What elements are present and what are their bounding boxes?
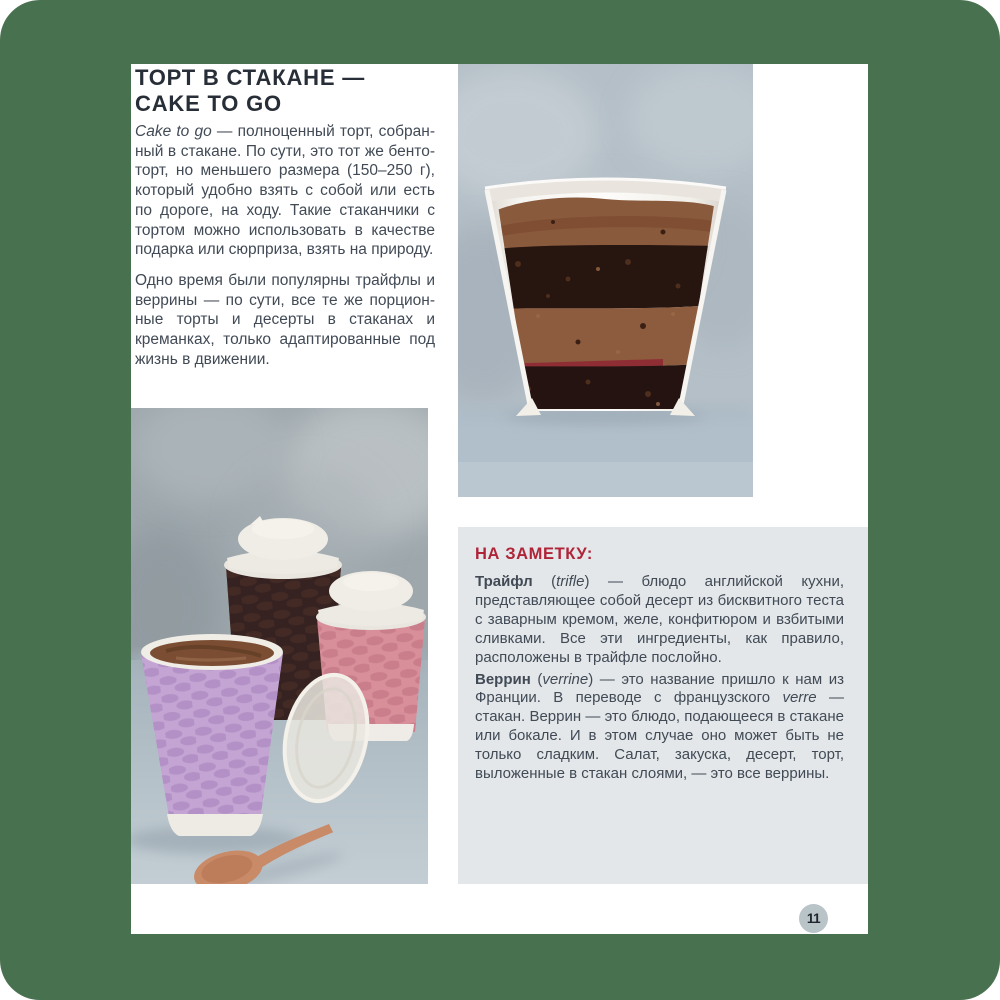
intro-paragraph-1 (135, 122, 435, 260)
dessert-cups-illustration (131, 408, 428, 884)
page-title (135, 65, 365, 116)
note-p2-term: Веррин (475, 670, 531, 688)
note-p1-body: ) — блюдо английской кухни, представляющее собой десерт из бисквитного теста с заварным кремом, желе, конфитюром и взбитыми сливками. Все эти ингредиенты, как правило, расположены в трайфле послойно. (475, 573, 844, 666)
note-box-heading: НА ЗАМЕТКУ: (475, 545, 593, 563)
intro-paragraph-2 (135, 271, 435, 370)
note-p2-latin: verrine (542, 670, 589, 688)
note-paragraph-verrine (475, 671, 844, 784)
page-title-line1: ТОРТ В СТАКАНЕ — (135, 65, 366, 90)
note-p1-latin: trifle (556, 573, 585, 590)
note-p1-term: Трайфл (475, 573, 533, 590)
note-p2-run1: ( (530, 670, 543, 688)
note-p2-body-a: ) — это название пришло к нам из Франции. В переводе с французского (475, 670, 844, 707)
note-p2-verre-italic: verre (782, 689, 817, 707)
note-p2-body-b: — стакан. Веррин — это блюдо, подающееся в стакане или бокале. И в этом случае оно может быть не только сладким. Салат, закуска, десерт, торт, выложенные в стакан слоями, — это все веррины. (475, 689, 844, 783)
cake-cup-illustration (458, 64, 753, 497)
book-page (131, 64, 868, 934)
note-paragraph-trifle (475, 573, 844, 668)
page-title-line2: CAKE TO GO (135, 90, 282, 116)
cake-cup-photo (458, 64, 753, 497)
page-number: 11 (806, 911, 821, 926)
intro-text-column (135, 122, 435, 380)
dessert-cups-photo (131, 408, 428, 884)
intro-p1-body: — полноценный торт, собранный в стакане. По сути, это тот же бенто-торт, но меньшего размера (150–250 г), который удобно взять с собой или есть по дороге, на ходу. Такие стаканчики с тортом можно использовать в качестве подарка или сюрприза, взять на природу. (135, 123, 435, 259)
note-box (458, 527, 868, 884)
intro-p1-italic-lead: Cake to go (135, 123, 212, 140)
intro-p2-body: Одно время были популярны трайфлы и веррины — по сути, все те же порционные торты и десерты в стаканах и креманках, только адаптированные под жизнь в движении. (135, 271, 435, 368)
page-number-badge (799, 904, 828, 933)
note-p1-run1: ( (532, 573, 557, 590)
